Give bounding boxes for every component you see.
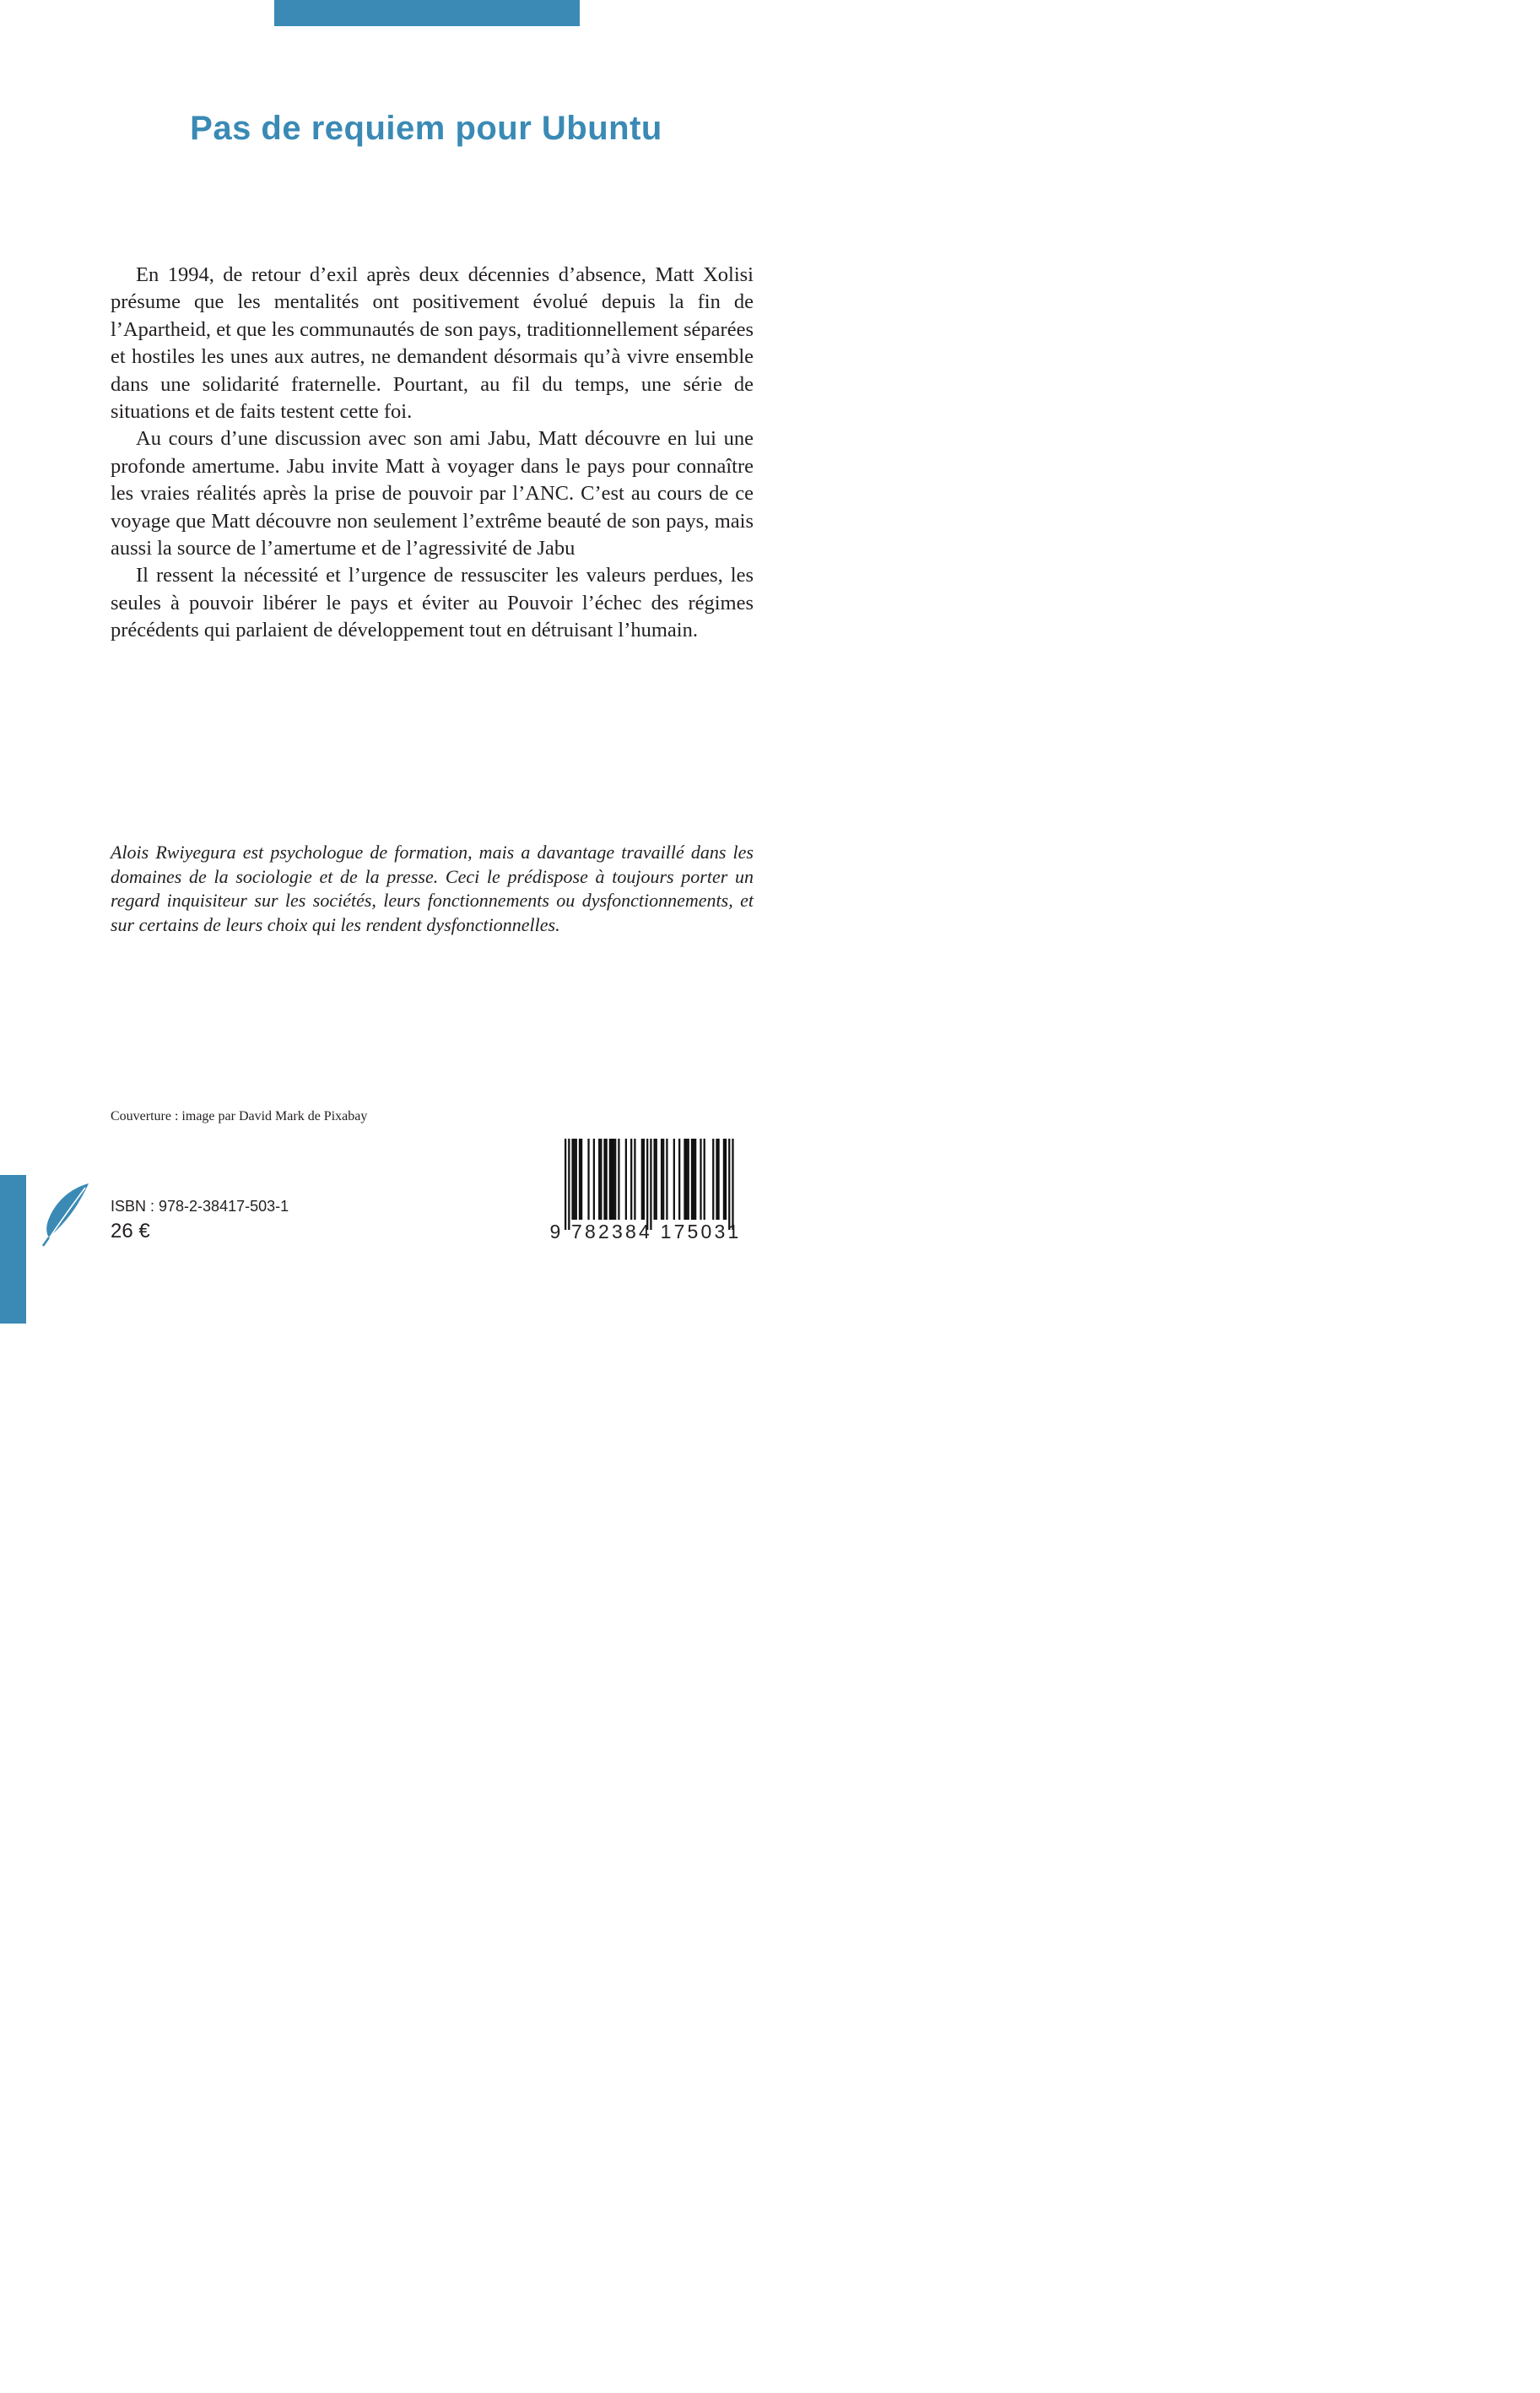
barcode-bar [641, 1139, 643, 1220]
barcode-bar [684, 1139, 685, 1220]
barcode-bar [700, 1139, 701, 1220]
barcode-bar [614, 1139, 616, 1220]
barcode-bar [694, 1139, 696, 1220]
barcode-bar [662, 1139, 664, 1220]
summary-paragraph-2: Au cours d’une discussion avec son ami Jabu, Matt découvre en lui une profonde amertume. Jabu invite Matt à voyager dans le pays pour connaître les vraies réalités après la prise de pouvoir par l’ANC. C’est au cours de ce voyage que Matt découvre non seulement l’extrême beauté de son pays, mais aussi la source de l’amertume et de l’agressivité de Jabu [111, 427, 754, 560]
barcode-bar [618, 1139, 619, 1220]
back-cover-summary [111, 262, 754, 645]
barcode-bar [691, 1139, 693, 1220]
barcode-bar [587, 1139, 589, 1220]
barcode-bar [654, 1139, 656, 1220]
barcode-bar [678, 1139, 680, 1220]
barcode-bar [600, 1139, 602, 1220]
barcode-bar [725, 1139, 727, 1220]
barcode-bar [579, 1139, 581, 1220]
barcode-bar [693, 1139, 694, 1220]
barcode-bar [661, 1139, 662, 1220]
barcode-bar [630, 1139, 632, 1220]
barcode-bar [650, 1139, 651, 1230]
barcode-bar [571, 1139, 573, 1220]
barcode-bar [603, 1139, 605, 1220]
barcode-bar [656, 1139, 657, 1220]
barcode-bar [704, 1139, 705, 1220]
cover-credit: Couverture : image par David Mark de Pixabay [111, 1109, 368, 1123]
book-title: Pas de requiem pour Ubuntu [190, 110, 662, 147]
barcode [548, 1139, 743, 1250]
top-accent-band [274, 0, 580, 26]
feather-icon [36, 1180, 94, 1252]
summary-paragraph-3: Il ressent la nécessité et l’urgence de ressusciter les valeurs perdues, les seules à pouvoir libérer le pays et éviter au Pouvoir l’échec des régimes précédents qui parlaient de développement tout en détruisant l’humain. [111, 564, 754, 642]
barcode-bar [593, 1139, 595, 1220]
barcode-bar [643, 1139, 645, 1220]
barcode-bar [712, 1139, 714, 1220]
barcode-bars [548, 1139, 743, 1230]
barcode-bar [574, 1139, 575, 1220]
barcode-bar [666, 1139, 667, 1220]
barcode-bar [688, 1139, 689, 1220]
barcode-bar [606, 1139, 608, 1220]
author-bio: Alois Rwiyegura est psychologue de formation, mais a davantage travaillé dans les domaines de la sociologie et de la presse. Ceci le prédispose à toujours porter un regard inquisiteur sur les sociétés, leurs fonctionnements ou dysfonctionnements, et sur certains de leurs choix qui les rendent dysfonctionnelles. [111, 842, 754, 935]
summary-paragraph-1: En 1994, de retour d’exil après deux décennies d’absence, Matt Xolisi présume que les mentalités ont positivement évolué depuis la fin de l’Apartheid, et que les communautés de son pays, traditionnellement séparées et hostiles les unes aux autres, ne demandent désormais qu’à vivre ensemble dans une solidarité fraternelle. Pourtant, au fil du temps, une série de situations et de faits testent cette foi. [111, 263, 754, 424]
barcode-bar [613, 1139, 614, 1220]
barcode-bar [598, 1139, 600, 1220]
barcode-bar [732, 1139, 733, 1230]
barcode-bar [609, 1139, 611, 1220]
barcode-bar [581, 1139, 582, 1220]
barcode-bar [716, 1139, 717, 1220]
barcode-bar [575, 1139, 577, 1220]
barcode-bar [568, 1139, 570, 1230]
barcode-bar [625, 1139, 627, 1220]
barcode-digits: 9 782384 175031 [549, 1221, 742, 1243]
barcode-bar [565, 1139, 566, 1230]
barcode-bar [685, 1139, 687, 1220]
barcode-bar [634, 1139, 635, 1220]
side-accent-band [0, 1175, 26, 1324]
barcode-bar [646, 1139, 648, 1230]
barcode-bar [728, 1139, 730, 1230]
price: 26 € [111, 1220, 150, 1243]
barcode-bar [673, 1139, 675, 1220]
barcode-bar [723, 1139, 725, 1220]
isbn: ISBN : 978-2-38417-503-1 [111, 1198, 289, 1215]
barcode-bar [717, 1139, 719, 1220]
barcode-bar [611, 1139, 613, 1220]
